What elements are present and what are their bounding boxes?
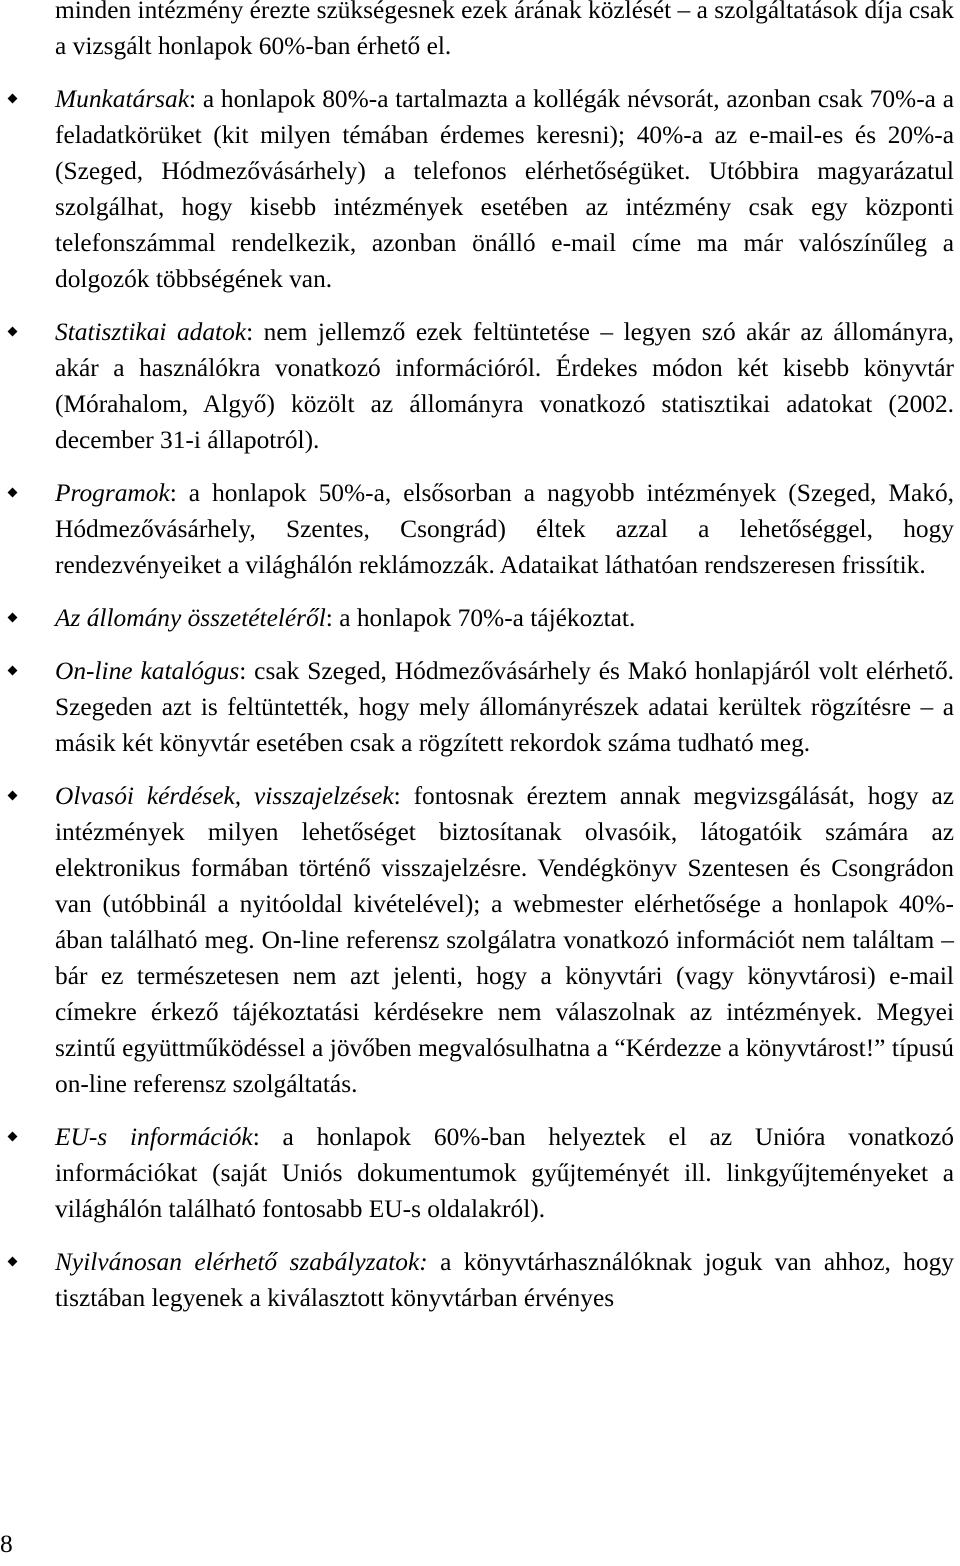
list-item-olvasoi-kerdesek [0, 778, 960, 1102]
list-item-szabalyzatok [0, 1244, 960, 1316]
diamond-bullet-icon [8, 791, 18, 801]
item-term: Munkatársak [55, 85, 189, 113]
list-item-online-katalogus [0, 653, 960, 761]
page-number: 8 [0, 1530, 13, 1558]
item-term: Statisztikai adatok [55, 318, 247, 346]
diamond-bullet-icon [8, 327, 18, 337]
item-text: : nem jellemző ezek feltüntetése – legyen szó akár az állományra, akár a használókra vonatkozó információról. Érdekes módon két kisebb könyvtár (Mórahalom, Algyő) közölt az állományra vonatkozó statisztikai adatokat (2002. december 31-i állapotról). [55, 318, 954, 454]
list-item-munkatarsak [0, 81, 960, 297]
diamond-bullet-icon [8, 666, 18, 676]
item-term: On-line katalógus [55, 657, 240, 685]
diamond-bullet-icon [8, 1257, 18, 1267]
continuation-paragraph [0, 0, 960, 64]
item-term: Programok [55, 479, 170, 507]
paragraph-text: minden intézmény érezte szükségesnek ezek árának közlését – a szolgáltatások díja csak a vizsgált honlapok 60%-ban érhető el. [55, 0, 954, 60]
diamond-bullet-icon [8, 94, 18, 104]
diamond-bullet-icon [8, 488, 18, 498]
item-text: : fontosnak éreztem annak megvizsgálását, hogy az intézmények milyen lehetőséget biztosítanak olvasóik, látogatóik számára az elektronikus formában történő visszajelzésre. Vendégkönyv Szentesen és Csongrádon van (utóbbinál a nyitóoldal kivételével); a webmester elérhetősége a honlapok 40%-ában található meg. On-line referensz szolgálatra vonatkozó információt nem találtam – bár ez természetesen nem azt jelenti, hogy a könyvtári (vagy könyvtárosi) e-mail címekre érkező tájékoztatási kérdésekre nem válaszolnak az intézmények. Megyei szintű együttműködéssel a jövőben megvalósulhatna a “Kérdezze a könyvtárost!” típusú on-line referensz szolgáltatás. [55, 782, 954, 1098]
item-term: EU-s információk [55, 1123, 253, 1151]
diamond-bullet-icon [8, 1132, 18, 1142]
item-text: : a honlapok 50%-a, elsősorban a nagyobb intézmények (Szeged, Makó, Hódmezővásárhely, Szentes, Csongrád) éltek azzal a lehetőséggel, hogy rendezvényeiket a világhálón reklámozzák. Adataikat láthatóan rendszeresen frissítik. [55, 479, 954, 579]
item-text: : a honlapok 80%-a tartalmazta a kollégák névsorát, azonban csak 70%-a a feladatkörüket (kit milyen témában érdemes keresni); 40%-a az e-mail-es és 20%-a (Szeged, Hódmezővásárhely) a telefonos elérhetőségüket. Utóbbira magyarázatul szolgálhat, hogy kisebb intézmények esetében az intézmény csak egy központi telefonszámmal rendelkezik, azonban önálló e-mail címe ma már valószínűleg a dolgozók többségének van. [55, 85, 954, 293]
list-item-allomany-osszetetele [0, 600, 960, 636]
list-item-eu-informaciok [0, 1119, 960, 1227]
list-item-statisztikai-adatok [0, 314, 960, 458]
item-text: : a honlapok 60%-ban helyeztek el az Unióra vonatkozó információkat (saját Uniós dokumentumok gyűjteményét ill. linkgyűjteményeket a világhálón található fontosabb EU-s oldalakról). [55, 1123, 954, 1223]
item-text: : a honlapok 70%-a tájékoztat. [325, 604, 636, 632]
item-term: Az állomány összetételéről [55, 604, 326, 632]
item-text: a könyvtárhasználóknak joguk van ahhoz, hogy tisztában legyenek a kiválasztott könyvtárban érvényes [55, 1248, 955, 1312]
list-item-programok [0, 475, 960, 583]
item-text: : csak Szeged, Hódmezővásárhely és Makó honlapjáról volt elérhető. Szegeden azt is feltüntették, hogy mely állományrészek adatai kerültek rögzítésre – a másik két könyvtár esetében csak a rögzített rekordok száma tudható meg. [55, 657, 954, 757]
diamond-bullet-icon [8, 613, 18, 623]
item-term: Nyilvánosan elérhető szabályzatok: [55, 1248, 428, 1276]
item-term: Olvasói kérdések, visszajelzések [55, 782, 394, 810]
